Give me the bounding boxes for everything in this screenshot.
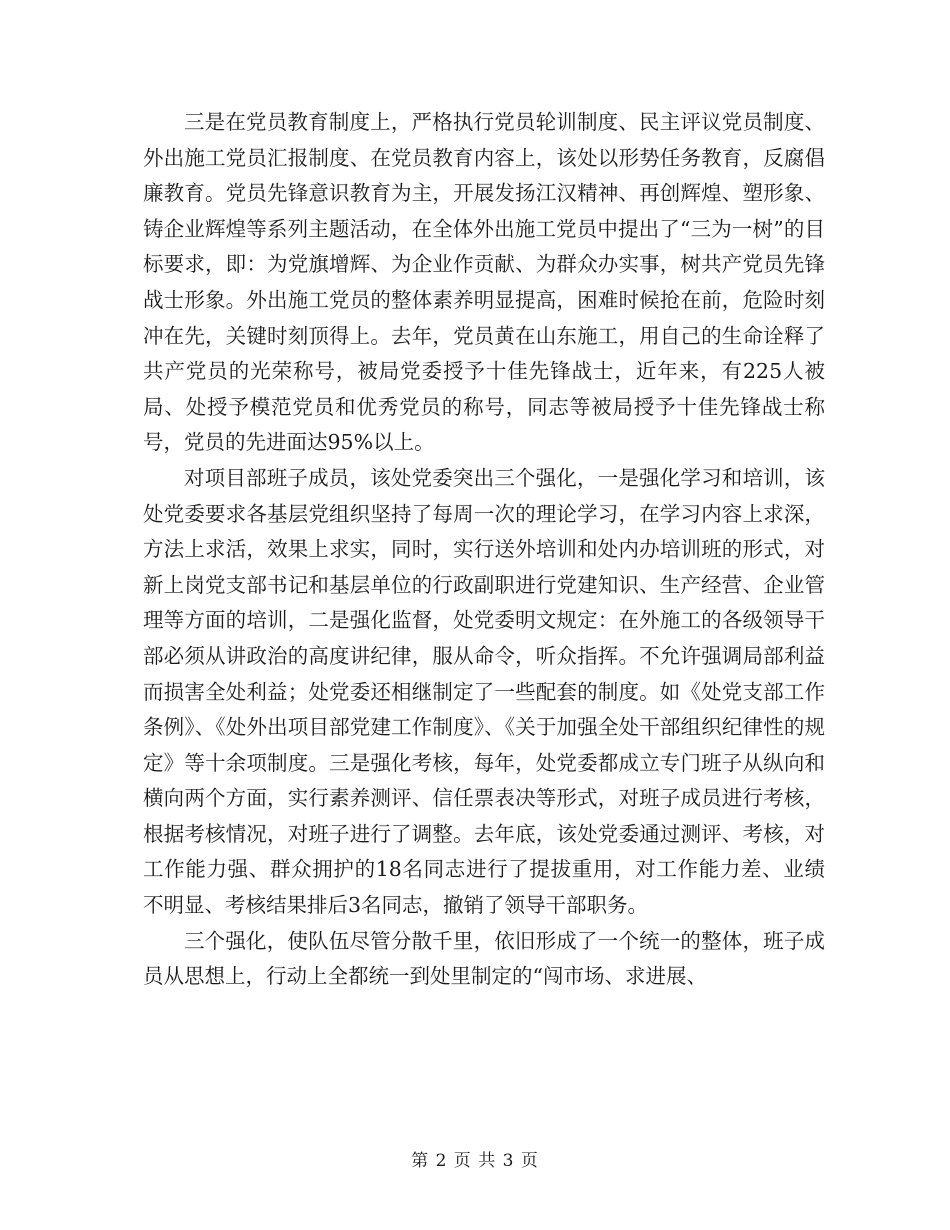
document-body bbox=[143, 105, 825, 995]
paragraph-party-education: 三是在党员教育制度上，严格执行党员轮训制度、民主评议党员制度、外出施工党员汇报制度、在党员教育内容上，该处以形势任务教育，反腐倡廉教育。党员先锋意识教育为主，开展发扬江汉精神、再创辉煌、塑形象、铸企业辉煌等系列主题活动，在全体外出施工党员中提出了“三为一树”的目标要求，即：为党旗增辉、为企业作贡献、为群众办实事，树共产党员先锋战士形象。外出施工党员的整体素养明显提高，困难时候抢在前，危险时刻冲在先，关键时刻顶得上。去年，党员黄在山东施工，用自己的生命诠释了共产党员的光荣称号，被局党委授予十佳先锋战士，近年来，有225人被局、处授予模范党员和优秀党员的称号，同志等被局授予十佳先锋战士称号，党员的先进面达95%以上。 bbox=[143, 110, 825, 455]
paragraph-team-members: 对项目部班子成员，该处党委突出三个强化，一是强化学习和培训，该处党委要求各基层党组织坚持了每周一次的理论学习，在学习内容上求深，方法上求活，效果上求实，同时，实行送外培训和处内办培训班的形式，对新上岗党支部书记和基层单位的行政副职进行党建知识、生产经营、企业管理等方面的培训，二是强化监督，处党委明文规定：在外施工的各级领导干部必须从讲政治的高度讲纪律，服从命令，听众指挥。不允许强调局部利益而损害全处利益；处党委还相继制定了一些配套的制度。如《处党支部工作条例》、《处外出项目部党建工作制度》、《关于加强全处干部组织纪律性的规定》等十余项制度。三是强化考核，每年，处党委都成立专门班子从纵向和横向两个方面，实行素养测评、信任票表决等形式，对班子成员进行考核，根据考核情况，对班子进行了调整。去年底，该处党委通过测评、考核，对工作能力强、群众拥护的18名同志进行了提拔重用，对工作能力差、业绩不明显、考核结果排后3名同志，撤销了领导干部职务。 bbox=[143, 465, 825, 918]
paragraph-three-strengthening: 三个强化，使队伍尽管分散千里，依旧形成了一个统一的整体，班子成员从思想上，行动上全都统一到处里制定的“闯市场、求进展、 bbox=[143, 928, 825, 989]
page-number-footer: 第 2 页 共 3 页 bbox=[411, 1151, 539, 1171]
